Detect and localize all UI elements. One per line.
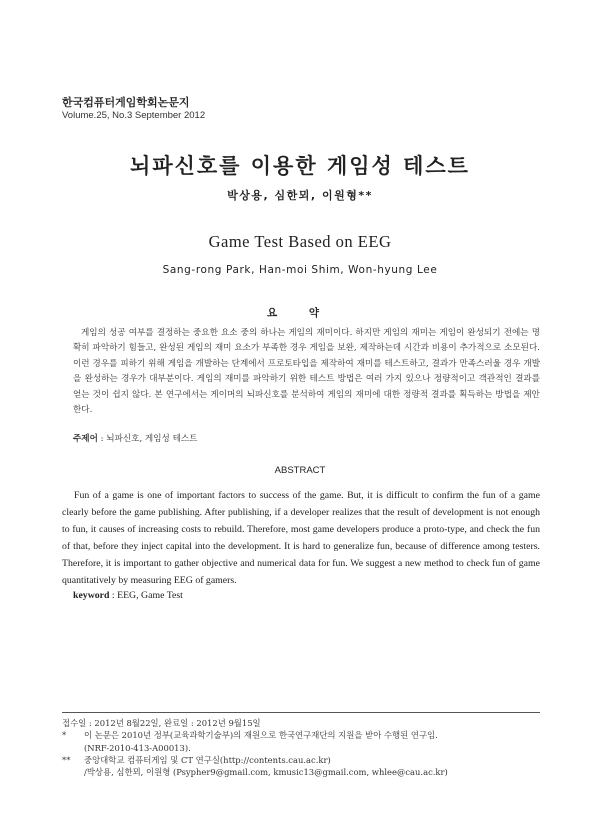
keywords-english-label: keyword — [73, 590, 110, 601]
footnote-author-emails: /박상용, 심한뫼, 이원형 (Psypher9@gmail.com, kmusic13@gmail.com, whlee@cau.ac.kr) — [84, 767, 448, 778]
footnote-affiliation-text: 중앙대학교 컴퓨터게임 및 CT 연구실(http://contents.cau.ac.kr) — [84, 754, 331, 765]
footnote-affiliation — [62, 754, 540, 779]
footnote-mark: * — [62, 730, 67, 741]
authors-english: Sang-rong Park, Han-moi Shim, Won-hyung Lee — [162, 264, 438, 276]
received-date: 접수일 : 2012년 8월22일, 완료일 : 2012년 9월15일 — [62, 718, 261, 728]
journal-header — [62, 97, 205, 122]
abstract-korean: 게임의 성공 여부를 결정하는 중요한 요소 중의 하나는 게임의 재미이다. 하지만 게임의 재미는 게임이 완성되기 전에는 명확히 파악하기 힘들고, 완성된 게임의 재미 요소가 부족한 경우 게임을 보완, 제작하는데 시간과 비용이 추가적으로 소모된다. 이런 경우를 피하기 위해 게임을 개발하는 단계에서 프로토타입을 제작하여 재미를 테스트하고, 결과가 만족스러울 경우 개발을 완성하는 경우가 대부분이다. 게임의 재미를 파악하기 위한 테스트 방법은 여러 가지 있으나 정량적이고 객관적인 결과를 얻는 것이 쉽지 않다. 본 연구에서는 게이머의 뇌파신호를 분석하여 게임의 재미에 대한 정량적 결과를 획득하는 방법을 제안한다. — [73, 328, 540, 416]
footnote-funding — [62, 729, 540, 754]
footnote-grant-number: (NRF-2010-413-A00013). — [84, 742, 191, 753]
authors-korean: 박상용, 심한뫼, 이원형** — [227, 189, 373, 202]
footnote-mark: ** — [62, 754, 71, 765]
paper-title-korean: 뇌파신호를 이용한 게임성 테스트 — [130, 154, 470, 178]
abstract-english: Fun of a game is one of important factors to success of the game. But, it is difficult to confirm the fun of a game clearly before the game publishing. After publishing, if a developer realizes that the result of development is not enough to fun, it causes of increasing costs to rebuild. Therefore, most game developers produce a proto-type, and check the fun of that, before they inject capital into the development. It is hard to generalize fun, because of difference among testers. Therefore, it is important to gather objective and numerical data for fun. We suggest a new method to check fun of game quantitatively by measuring EEG of gamers. — [62, 490, 540, 586]
keywords-korean-label: 주제어 — [73, 434, 98, 444]
keywords-english — [73, 590, 183, 601]
keywords-english-value: : EEG, Game Test — [109, 590, 183, 601]
abstract-heading: ABSTRACT — [274, 465, 326, 476]
paper-title-english: Game Test Based on EEG — [208, 232, 392, 251]
summary-heading: 요 약 — [267, 307, 333, 319]
footnotes — [62, 717, 540, 778]
journal-volume: Volume.25, No.3 September 2012 — [62, 110, 206, 121]
keywords-korean — [73, 432, 197, 444]
journal-name: 한국컴퓨터게임학회논문지 — [62, 97, 190, 109]
keywords-korean-value: : 뇌파신호, 게임성 테스트 — [97, 434, 198, 444]
footnote-funding-text: 이 논문은 2010년 정부(교육과학기술부)의 재원으로 한국연구재단의 지원을 받아 수행된 연구임. — [84, 730, 438, 741]
footnote-divider — [62, 712, 540, 713]
